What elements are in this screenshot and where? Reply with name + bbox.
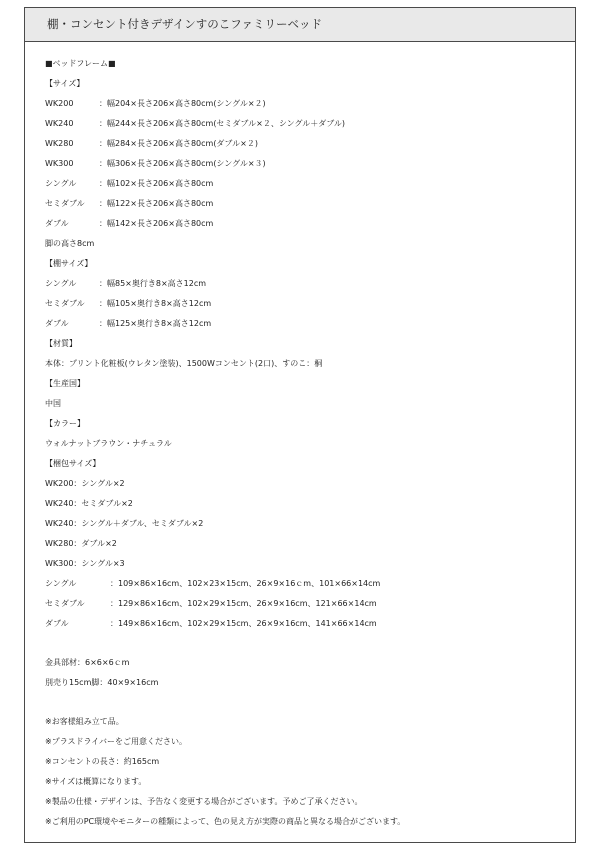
material-heading: 【材質】	[45, 339, 77, 348]
size-value: ：幅284×長さ206×高さ80cm(ダブル×２)	[99, 139, 258, 148]
shelf-value: ：幅105×奥行き8×高さ12cm	[99, 299, 212, 308]
shelf-row	[45, 294, 571, 314]
size-value: ：幅244×長さ206×高さ80cm(セミダブル×２、シングル＋ダブル)	[99, 119, 346, 128]
size-row	[45, 114, 571, 134]
note-item: ※ご利用のPC環境やモニターの種類によって、色の見え方が実際の商品と異なる場合がございます。	[45, 817, 406, 826]
note-item: ※プラスドライバーをご用意ください。	[45, 737, 188, 746]
note-item: ※お客様組み立て品。	[45, 717, 124, 726]
package-heading: 【梱包サイズ】	[45, 459, 101, 468]
size-label: ダブル	[45, 219, 69, 228]
package-size-row	[45, 574, 571, 594]
note-item: ※製品の仕様・デザインは、予告なく変更する場合がございます。予めご了承ください。	[45, 797, 363, 806]
spec-panel	[24, 7, 576, 843]
leg-height: 脚の高さ8cm	[45, 239, 95, 248]
shelf-label: ダブル	[45, 319, 69, 328]
package-size-label: シングル	[45, 579, 77, 588]
size-label: WK280	[45, 139, 74, 148]
shelf-row	[45, 274, 571, 294]
size-value: ：幅102×長さ206×高さ80cm	[99, 179, 214, 188]
color-heading: 【カラー】	[45, 419, 85, 428]
size-row	[45, 174, 571, 194]
package-size-value: ：109×86×16cm、102×23×15cm、26×9×16ｃm、101×66×14cm	[110, 579, 381, 588]
spacer	[45, 634, 571, 653]
size-row	[45, 194, 571, 214]
material-text: 本体：プリント化粧板(ウレタン塗装)、1500Wコンセント(2口)、すのこ：桐	[45, 359, 323, 368]
size-label: WK200	[45, 99, 74, 108]
size-label: シングル	[45, 179, 77, 188]
shelf-heading: 【棚サイズ】	[45, 259, 93, 268]
size-label: WK240	[45, 119, 74, 128]
size-value: ：幅142×長さ206×高さ80cm	[99, 219, 214, 228]
package-size-row	[45, 614, 571, 634]
origin-text: 中国	[45, 399, 61, 408]
shelf-value: ：幅85×奥行き8×高さ12cm	[99, 279, 207, 288]
color-text: ウォルナットブラウン・ナチュラル	[45, 439, 172, 448]
shelf-label: シングル	[45, 279, 77, 288]
size-heading: 【サイズ】	[45, 79, 85, 88]
separate-legs-text: 別売り15cm脚：40×9×16cm	[45, 678, 159, 687]
size-row	[45, 154, 571, 174]
package-item: WK300：シングル×3	[45, 559, 125, 568]
origin-heading: 【生産国】	[45, 379, 85, 388]
package-item: WK240：セミダブル×2	[45, 499, 133, 508]
panel-title: 棚・コンセント付きデザインすのこファミリーベッド	[25, 8, 575, 42]
frame-heading: ■ベッドフレーム■	[45, 59, 116, 68]
size-value: ：幅306×長さ206×高さ80cm(シングル×３)	[99, 159, 266, 168]
size-row	[45, 214, 571, 234]
package-size-value: ：149×86×16cm、102×29×15cm、26×9×16cm、141×66×14cm	[110, 619, 377, 628]
size-row	[45, 94, 571, 114]
size-value: ：幅122×長さ206×高さ80cm	[99, 199, 214, 208]
shelf-label: セミダブル	[45, 299, 85, 308]
package-item: WK240：シングル＋ダブル、セミダブル×2	[45, 519, 204, 528]
package-size-value: ：129×86×16cm、102×29×15cm、26×9×16cm、121×66×14cm	[110, 599, 377, 608]
size-value: ：幅204×長さ206×高さ80cm(シングル×２)	[99, 99, 266, 108]
shelf-row	[45, 314, 571, 334]
spec-body	[45, 54, 571, 832]
size-label: WK300	[45, 159, 74, 168]
size-row	[45, 134, 571, 154]
package-item: WK280：ダブル×2	[45, 539, 117, 548]
package-item: WK200：シングル×2	[45, 479, 125, 488]
spacer	[45, 693, 571, 712]
size-label: セミダブル	[45, 199, 85, 208]
note-item: ※サイズは概算になります。	[45, 777, 147, 786]
package-size-row	[45, 594, 571, 614]
package-size-label: セミダブル	[45, 599, 85, 608]
note-item: ※コンセントの長さ：約165cm	[45, 757, 160, 766]
hardware-text: 金具部材：6×6×6ｃm	[45, 658, 130, 667]
package-size-label: ダブル	[45, 619, 69, 628]
shelf-value: ：幅125×奥行き8×高さ12cm	[99, 319, 212, 328]
